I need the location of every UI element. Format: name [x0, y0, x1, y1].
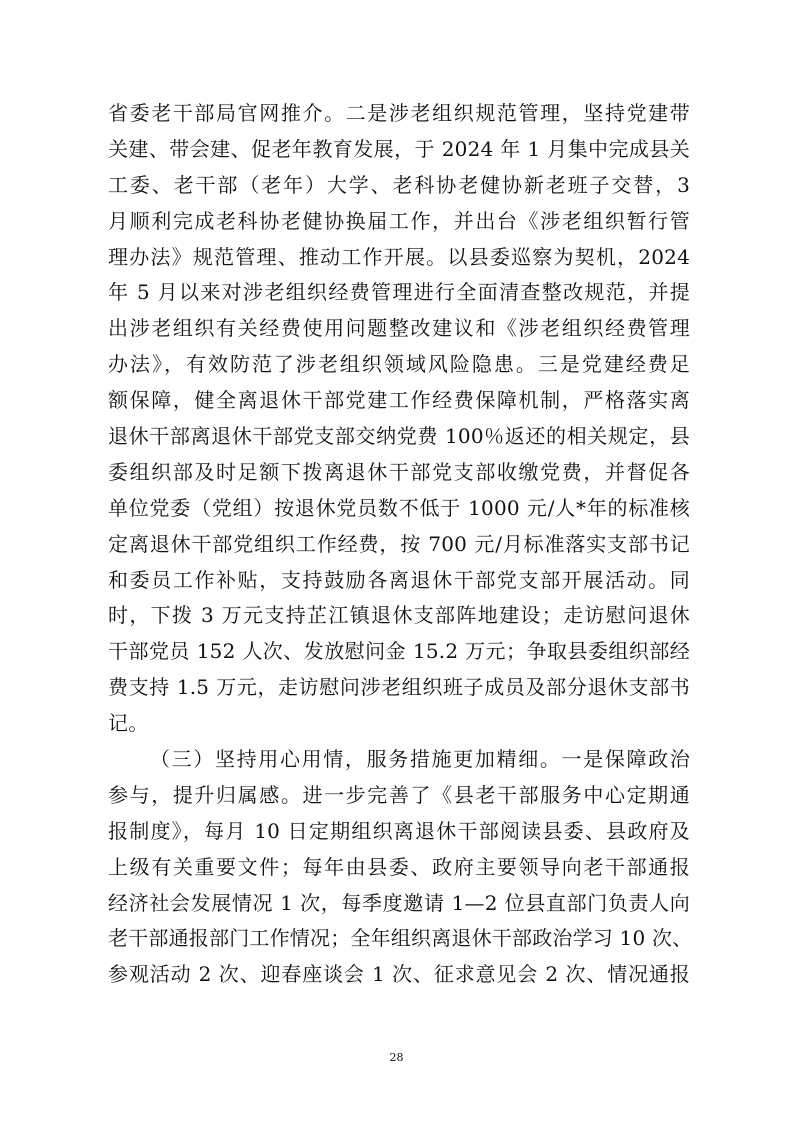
- text-line: 老干部通报部门工作情况；全年组织离退休干部政治学习 10 次、: [108, 926, 693, 951]
- text-line: 经济社会发展情况 1 次，每季度邀请 1—2 位县直部门负责人向: [108, 890, 690, 915]
- text-line: 报制度》，每月 10 日定期组织离退休干部阅读县委、县政府及: [108, 818, 690, 843]
- text-line: 关建、带会建、促老年教育发展，于 2024 年 1 月集中完成县关: [108, 136, 690, 161]
- text-line: 出涉老组织有关经费使用问题整改建议和《涉老组织经费管理: [108, 316, 690, 341]
- text-line: 年 5 月以来对涉老组织经费管理进行全面清查整改规范，并提: [108, 280, 690, 305]
- text-line: 参与，提升归属感。进一步完善了《县老干部服务中心定期通: [108, 782, 690, 807]
- text-line: 记。: [108, 711, 149, 736]
- text-line: 退休干部离退休干部党支部交纳党费 100％返还的相关规定，县: [108, 424, 690, 449]
- text-line: 单位党委（党组）按退休党员数不低于 1000 元/人*年的标准核: [108, 495, 690, 520]
- text-line: 和委员工作补贴，支持鼓励各离退休干部党支部开展活动。同: [108, 567, 690, 592]
- text-line: 省委老干部局官网推介。二是涉老组织规范管理，坚持党建带: [108, 101, 690, 125]
- body-text: [108, 96, 693, 993]
- text-line: 月顺利完成老科协老健协换届工作，并出台《涉老组织暂行管: [108, 208, 690, 233]
- text-line: 委组织部及时足额下拨离退休干部党支部收缴党费，并督促各: [108, 459, 690, 484]
- text-line: 定离退休干部党组织工作经费，按 700 元/月标准落实支部书记: [108, 531, 690, 556]
- page-number: 28: [389, 1051, 404, 1064]
- text-line: 干部党员 152 人次、发放慰问金 15.2 万元；争取县委组织部经: [108, 639, 690, 664]
- text-line: 工委、老干部（老年）大学、老科协老健协新老班子交替，3: [108, 172, 690, 197]
- text-line: 额保障，健全离退休干部党建工作经费保障机制，严格落实离: [108, 388, 690, 413]
- text-line: 办法》，有效防范了涉老组织领域风险隐患。三是党建经费足: [108, 352, 690, 377]
- text-line: 上级有关重要文件；每年由县委、政府主要领导向老干部通报: [108, 854, 690, 879]
- paragraph-1: [108, 96, 690, 742]
- text-line: 理办法》规范管理、推动工作开展。以县委巡察为契机，2024: [108, 244, 690, 269]
- section-heading-line: （三）坚持用心用情，服务措施更加精细。一是保障政治: [150, 747, 690, 772]
- text-line: 时，下拨 3 万元支持芷江镇退休支部阵地建设；走访慰问退休: [108, 603, 690, 628]
- paragraph-2: [108, 742, 693, 993]
- text-line: 费支持 1.5 万元，走访慰问涉老组织班子成员及部分退休支部书: [108, 675, 690, 700]
- text-line: 参观活动 2 次、迎春座谈会 1 次、征求意见会 2 次、情况通报: [108, 962, 690, 987]
